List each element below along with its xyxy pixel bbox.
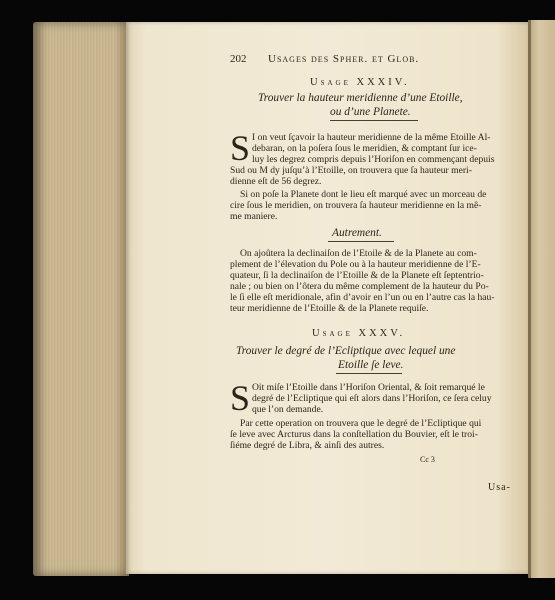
para-1-line-3: luy les degrez compris depuis l’Horiſon en commençant depuis (252, 154, 495, 165)
drop-cap-1: S (230, 128, 251, 168)
title-underline-1 (330, 120, 418, 121)
next-page-edge (528, 20, 555, 578)
section-title-2-line-2: Etoille ſe leve. (338, 359, 404, 371)
title-underline-2 (336, 373, 402, 374)
catchword: Usa- (488, 482, 511, 493)
para-3-line-5: le ſi elle eſt meridionale, afin d’avoir en l’un ou en l’autre cas la hau- (230, 292, 495, 303)
para-2-line-1: Si on poſe la Planete dont le lieu eſt marqué avec un morceau de (240, 189, 487, 200)
para-3-line-3: quateur, ſi la declinaiſon de l’Etoille & de la Planete eſt ſeptentrio- (230, 270, 484, 281)
section-heading-2: Usage XXXV. (312, 328, 406, 339)
section-heading-1: Usage XXXIV. (310, 77, 410, 88)
running-head: Usages des Spher. et Glob. (268, 53, 420, 65)
drop-cap-2: S (230, 378, 251, 418)
para-5-line-2: ſe leve avec Arcturus dans la conſtellation du Bouvier, eſt le troi- (230, 429, 478, 440)
sub-heading-autrement: Autrement. (332, 227, 382, 239)
page-block-edges (33, 22, 129, 576)
section-title-1-line-2: ou d’une Planete. (330, 106, 411, 118)
para-1-line-4: Sud ou M dy juſqu’à l’Etoille, on trouvera que ſa hauteur meri- (230, 165, 472, 176)
para-4-line-2: degré de l’Ecliptique qui eſt alors dans l’Horiſon, ce ſera celuy (252, 393, 492, 404)
signature-mark: Cc 3 (420, 455, 435, 464)
para-1-line-2: debaran, on la poſera ſous le meridien, & comptant ſur ice- (252, 143, 477, 154)
book-page (126, 22, 528, 574)
para-4-line-1: Oit miſe l’Etoille dans l’Horiſon Oriental, & ſoit remarqué le (252, 382, 485, 393)
para-2-line-3: me maniere. (230, 211, 278, 222)
para-5-line-3: ſiéme degré de Libra, & ainſi des autres. (230, 440, 385, 451)
sub-heading-underline (328, 241, 394, 242)
para-3-line-6: teur meridienne de l’Etoille & de la Planete requiſe. (230, 303, 429, 314)
page-number: 202 (230, 53, 247, 65)
para-3-line-2: plement de l’élevation du Pole ou à la hauteur meridienne de l’E- (230, 259, 481, 270)
section-title-1-line-1: Trouver la hauteur meridienne d’une Etoille, (258, 92, 463, 104)
para-5-line-1: Par cette operation on trouvera que le degré de l’Ecliptique qui (240, 418, 482, 429)
para-3-line-4: nale ; ou bien on l’ôtera du même complement de la hauteur du Po- (230, 281, 489, 292)
para-3-line-1: On ajoûtera la declinaiſon de l’Etoile & de la Planete au com- (240, 248, 477, 259)
para-1-line-5: dienne eſt de 56 degrez. (230, 176, 322, 187)
para-2-line-2: cire ſous le meridien, on trouvera ſa hauteur meridienne en la mê- (230, 200, 482, 211)
para-1-line-1: I on veut ſçavoir la hauteur meridienne de la même Etoille Al- (252, 132, 491, 143)
section-title-2-line-1: Trouver le degré de l’Ecliptique avec lequel une (236, 345, 456, 357)
para-4-line-3: que l’on demande. (252, 404, 324, 415)
